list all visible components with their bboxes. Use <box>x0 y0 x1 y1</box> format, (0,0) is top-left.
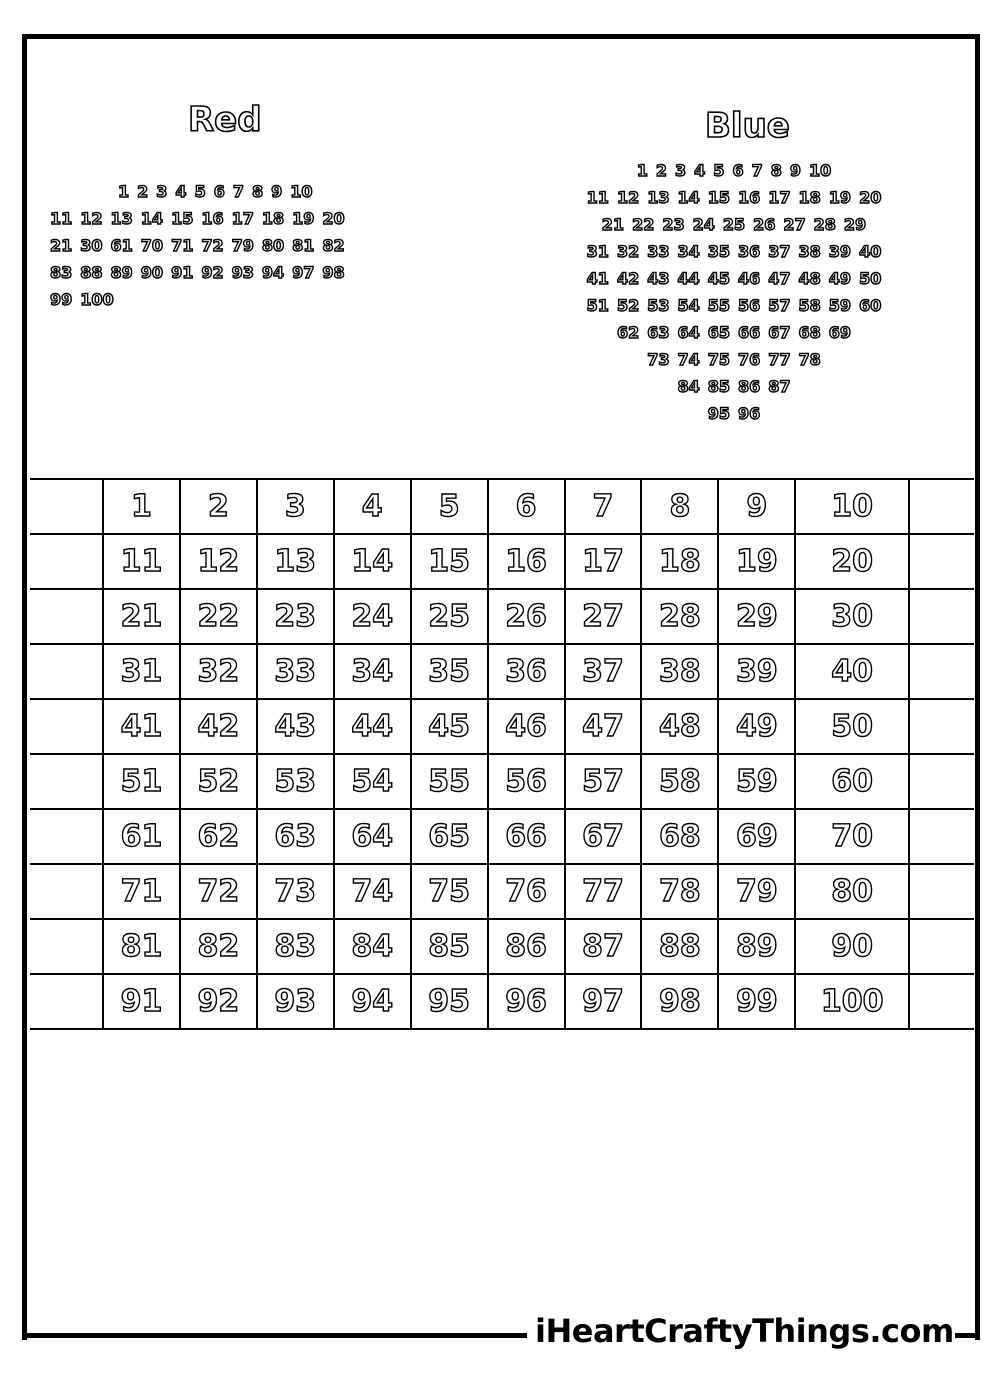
red-list-number: 91 <box>171 263 194 282</box>
grid-number-cell[interactable]: 71 <box>103 864 180 919</box>
blue-list-number: 87 <box>768 377 791 396</box>
grid-number-cell[interactable]: 38 <box>641 644 718 699</box>
red-list-number: 16 <box>201 209 224 228</box>
red-list-number: 9 <box>271 182 283 201</box>
blue-list-number: 24 <box>692 215 715 234</box>
red-list-row <box>50 286 353 313</box>
grid-row <box>30 534 974 589</box>
red-list-number: 1 <box>118 182 130 201</box>
red-list-number: 88 <box>80 263 103 282</box>
blue-list-row <box>558 292 918 319</box>
grid-number-cell[interactable]: 81 <box>103 919 180 974</box>
grid-number-cell[interactable]: 32 <box>180 644 257 699</box>
red-list-number: 70 <box>140 236 164 255</box>
red-list-number: 6 <box>213 182 225 201</box>
red-list-number: 93 <box>231 263 254 282</box>
grid-number-cell[interactable]: 35 <box>411 644 488 699</box>
grid-number-cell[interactable]: 39 <box>718 644 795 699</box>
blue-list-number: 35 <box>707 242 730 261</box>
frame-border-left <box>22 34 27 1340</box>
blue-list-number: 48 <box>798 269 821 288</box>
red-list-number: 12 <box>80 209 103 228</box>
blue-list-number: 15 <box>707 188 730 207</box>
blue-list-number: 52 <box>616 296 640 315</box>
grid-blank-cell[interactable] <box>30 919 103 974</box>
blue-list-number: 20 <box>859 188 882 207</box>
red-list-number: 5 <box>194 182 206 201</box>
blue-list-number: 32 <box>616 242 640 261</box>
blue-list-number: 74 <box>677 350 700 369</box>
grid-blank-cell[interactable] <box>909 699 974 754</box>
blue-list-number: 33 <box>647 242 670 261</box>
grid-number-cell[interactable]: 6 <box>488 479 565 534</box>
grid-number-cell[interactable]: 77 <box>565 864 642 919</box>
grid-number-cell[interactable]: 30 <box>795 589 909 644</box>
grid-number-cell[interactable]: 17 <box>565 534 642 589</box>
grid-blank-cell[interactable] <box>30 699 103 754</box>
grid-number-cell[interactable]: 19 <box>718 534 795 589</box>
blue-list-number: 62 <box>616 323 640 342</box>
grid-row <box>30 754 974 809</box>
grid-number-cell[interactable]: 57 <box>565 754 642 809</box>
blue-list-number: 34 <box>677 242 700 261</box>
red-key-title: Red <box>188 100 262 140</box>
blue-list-number: 69 <box>828 323 852 342</box>
red-list-row <box>50 205 353 232</box>
grid-number-cell[interactable]: 56 <box>488 754 565 809</box>
red-list-number: 30 <box>80 236 103 255</box>
blue-list-number: 65 <box>707 323 730 342</box>
grid-number-cell[interactable]: 96 <box>488 974 565 1029</box>
hundred-chart-grid <box>30 478 974 1030</box>
grid-number-cell[interactable]: 63 <box>257 809 334 864</box>
grid-number-cell[interactable]: 21 <box>103 589 180 644</box>
blue-list-number: 12 <box>616 188 640 207</box>
blue-list-number: 11 <box>586 188 609 207</box>
grid-number-cell[interactable]: 64 <box>334 809 411 864</box>
grid-number-cell[interactable]: 74 <box>334 864 411 919</box>
blue-list-number: 63 <box>647 323 670 342</box>
grid-number-cell[interactable]: 55 <box>411 754 488 809</box>
grid-blank-cell[interactable] <box>30 644 103 699</box>
grid-number-cell[interactable]: 68 <box>641 809 718 864</box>
grid-blank-cell[interactable] <box>30 754 103 809</box>
grid-number-cell[interactable]: 69 <box>718 809 795 864</box>
red-list-number: 81 <box>292 236 315 255</box>
grid-number-cell[interactable]: 65 <box>411 809 488 864</box>
red-list-number: 17 <box>231 209 254 228</box>
blue-list-number: 39 <box>828 242 852 261</box>
blue-list-number: 25 <box>722 215 746 234</box>
grid-number-cell[interactable]: 43 <box>257 699 334 754</box>
grid-number-cell[interactable]: 12 <box>180 534 257 589</box>
grid-row <box>30 589 974 644</box>
blue-list-number: 66 <box>738 323 761 342</box>
red-list-number: 15 <box>171 209 194 228</box>
red-list-number: 19 <box>292 209 315 228</box>
blue-list-number: 19 <box>828 188 852 207</box>
grid-number-cell[interactable]: 18 <box>641 534 718 589</box>
blue-key-title: Blue <box>705 106 790 146</box>
blue-list-number: 43 <box>647 269 670 288</box>
blue-list-number: 84 <box>677 377 700 396</box>
grid-number-cell[interactable]: 99 <box>718 974 795 1029</box>
blue-list-number: 42 <box>616 269 640 288</box>
grid-number-cell[interactable]: 52 <box>180 754 257 809</box>
grid-number-cell[interactable]: 36 <box>488 644 565 699</box>
grid-number-cell[interactable]: 3 <box>257 479 334 534</box>
blue-list-number: 36 <box>738 242 761 261</box>
grid-number-cell[interactable]: 78 <box>641 864 718 919</box>
grid-number-cell[interactable]: 76 <box>488 864 565 919</box>
blue-list-row <box>558 373 918 400</box>
red-list-number: 72 <box>201 236 224 255</box>
blue-list-number: 56 <box>738 296 761 315</box>
grid-number-cell[interactable]: 42 <box>180 699 257 754</box>
blue-list-number: 37 <box>768 242 791 261</box>
grid-number-cell[interactable]: 72 <box>180 864 257 919</box>
blue-list-number: 41 <box>586 269 609 288</box>
grid-blank-cell[interactable] <box>909 534 974 589</box>
red-list-number: 14 <box>140 209 164 228</box>
grid-number-cell[interactable]: 48 <box>641 699 718 754</box>
grid-number-cell[interactable]: 70 <box>795 809 909 864</box>
blue-list-number: 8 <box>770 161 782 180</box>
red-list-row <box>50 259 353 286</box>
grid-blank-cell[interactable] <box>30 479 103 534</box>
grid-number-cell[interactable]: 100 <box>795 974 909 1029</box>
red-list-number: 18 <box>261 209 285 228</box>
site-watermark: iHeartCraftyThings.com <box>535 1312 954 1350</box>
blue-list-number: 64 <box>677 323 700 342</box>
blue-list-row <box>558 346 918 373</box>
red-list-number: 61 <box>110 236 133 255</box>
grid-number-cell[interactable]: 33 <box>257 644 334 699</box>
grid-number-cell[interactable]: 59 <box>718 754 795 809</box>
blue-list-number: 9 <box>789 161 801 180</box>
red-list-number: 8 <box>251 182 264 201</box>
red-number-list <box>50 178 353 313</box>
grid-number-cell[interactable]: 58 <box>641 754 718 809</box>
grid-row <box>30 699 974 754</box>
blue-list-number: 54 <box>677 296 700 315</box>
blue-list-number: 55 <box>707 296 730 315</box>
grid-number-cell[interactable]: 44 <box>334 699 411 754</box>
red-list-number: 21 <box>50 236 73 255</box>
grid-blank-cell[interactable] <box>30 864 103 919</box>
grid-row <box>30 809 974 864</box>
grid-number-cell[interactable]: 88 <box>641 919 718 974</box>
grid-number-cell[interactable]: 23 <box>257 589 334 644</box>
grid-number-cell[interactable]: 11 <box>103 534 180 589</box>
red-list-number: 82 <box>322 236 345 255</box>
blue-list-number: 18 <box>798 188 821 207</box>
red-list-number: 71 <box>171 236 194 255</box>
grid-number-cell[interactable]: 7 <box>565 479 642 534</box>
blue-list-number: 57 <box>768 296 791 315</box>
grid-number-cell[interactable]: 22 <box>180 589 257 644</box>
blue-list-number: 7 <box>751 161 763 180</box>
red-list-number: 79 <box>231 236 254 255</box>
red-list-number: 99 <box>50 290 73 309</box>
grid-number-cell[interactable]: 16 <box>488 534 565 589</box>
grid-number-cell[interactable]: 1 <box>103 479 180 534</box>
blue-list-number: 2 <box>655 161 668 180</box>
grid-number-cell[interactable]: 45 <box>411 699 488 754</box>
blue-list-number: 67 <box>768 323 791 342</box>
grid-blank-cell[interactable] <box>30 534 103 589</box>
blue-list-number: 85 <box>707 377 730 396</box>
red-list-number: 90 <box>140 263 164 282</box>
grid-number-cell[interactable]: 40 <box>795 644 909 699</box>
blue-list-number: 51 <box>586 296 609 315</box>
blue-list-number: 44 <box>677 269 700 288</box>
grid-blank-cell[interactable] <box>909 974 974 1029</box>
red-list-number: 7 <box>232 182 244 201</box>
blue-list-number: 60 <box>859 296 882 315</box>
grid-blank-cell[interactable] <box>30 974 103 1029</box>
grid-number-cell[interactable]: 94 <box>334 974 411 1029</box>
red-list-number: 20 <box>322 209 345 228</box>
grid-number-cell[interactable]: 62 <box>180 809 257 864</box>
red-list-number: 89 <box>110 263 133 282</box>
grid-number-cell[interactable]: 50 <box>795 699 909 754</box>
blue-list-number: 77 <box>768 350 791 369</box>
red-list-number: 92 <box>201 263 224 282</box>
blue-list-number: 3 <box>675 161 687 180</box>
frame-border-bottom-right <box>955 1333 980 1338</box>
blue-list-number: 6 <box>732 161 744 180</box>
red-list-number: 94 <box>261 263 285 282</box>
frame-border-right <box>975 34 980 1340</box>
grid-number-cell[interactable]: 90 <box>795 919 909 974</box>
grid-blank-cell[interactable] <box>909 864 974 919</box>
grid-number-cell[interactable]: 20 <box>795 534 909 589</box>
grid-number-cell[interactable]: 13 <box>257 534 334 589</box>
blue-list-number: 75 <box>707 350 730 369</box>
grid-number-cell[interactable]: 92 <box>180 974 257 1029</box>
blue-list-number: 14 <box>677 188 700 207</box>
grid-number-cell[interactable]: 82 <box>180 919 257 974</box>
red-list-number: 100 <box>80 290 114 309</box>
blue-list-number: 47 <box>768 269 791 288</box>
blue-list-number: 5 <box>713 161 725 180</box>
blue-list-row <box>558 265 918 292</box>
grid-number-cell[interactable]: 14 <box>334 534 411 589</box>
grid-number-cell[interactable]: 24 <box>334 589 411 644</box>
grid-number-cell[interactable]: 67 <box>565 809 642 864</box>
grid-blank-cell[interactable] <box>909 754 974 809</box>
grid-number-cell[interactable]: 47 <box>565 699 642 754</box>
grid-number-cell[interactable]: 75 <box>411 864 488 919</box>
frame-border-top <box>22 34 980 39</box>
red-list-number: 80 <box>261 236 285 255</box>
grid-blank-cell[interactable] <box>909 479 974 534</box>
blue-list-number: 50 <box>859 269 882 288</box>
blue-list-number: 78 <box>798 350 821 369</box>
red-list-row <box>50 232 353 259</box>
blue-list-number: 76 <box>738 350 761 369</box>
grid-number-cell[interactable]: 2 <box>180 479 257 534</box>
blue-list-number: 27 <box>783 215 806 234</box>
red-list-number: 2 <box>137 182 149 201</box>
grid-blank-cell[interactable] <box>909 919 974 974</box>
grid-blank-cell[interactable] <box>30 809 103 864</box>
blue-list-row <box>558 184 918 211</box>
grid-blank-cell[interactable] <box>909 589 974 644</box>
red-list-number: 11 <box>50 209 73 228</box>
blue-list-number: 17 <box>768 188 791 207</box>
blue-list-number: 13 <box>647 188 670 207</box>
grid-number-cell[interactable]: 26 <box>488 589 565 644</box>
red-list-number: 3 <box>156 182 168 201</box>
red-list-row <box>50 178 353 205</box>
grid-number-cell[interactable]: 98 <box>641 974 718 1029</box>
blue-list-number: 73 <box>647 350 670 369</box>
blue-list-number: 49 <box>828 269 852 288</box>
grid-number-cell[interactable]: 25 <box>411 589 488 644</box>
blue-list-number: 38 <box>798 242 821 261</box>
grid-blank-cell[interactable] <box>909 644 974 699</box>
grid-number-cell[interactable]: 91 <box>103 974 180 1029</box>
grid-number-cell[interactable]: 49 <box>718 699 795 754</box>
grid-number-cell[interactable]: 97 <box>565 974 642 1029</box>
blue-list-row <box>558 238 918 265</box>
grid-number-cell[interactable]: 93 <box>257 974 334 1029</box>
grid-row <box>30 864 974 919</box>
blue-list-number: 46 <box>738 269 761 288</box>
blue-list-number: 68 <box>798 323 821 342</box>
grid-number-cell[interactable]: 73 <box>257 864 334 919</box>
grid-row <box>30 479 974 534</box>
grid-number-cell[interactable]: 28 <box>641 589 718 644</box>
blue-list-number: 4 <box>694 161 706 180</box>
blue-list-number: 45 <box>707 269 730 288</box>
blue-list-number: 22 <box>632 215 655 234</box>
blue-list-number: 26 <box>753 215 776 234</box>
blue-list-number: 16 <box>738 188 761 207</box>
grid-number-cell[interactable]: 4 <box>334 479 411 534</box>
grid-number-cell[interactable]: 86 <box>488 919 565 974</box>
grid-row <box>30 644 974 699</box>
grid-number-cell[interactable]: 8 <box>641 479 718 534</box>
grid-number-cell[interactable]: 89 <box>718 919 795 974</box>
grid-number-cell[interactable]: 61 <box>103 809 180 864</box>
blue-list-number: 21 <box>601 215 625 234</box>
blue-list-number: 40 <box>859 242 882 261</box>
red-list-number: 13 <box>110 209 133 228</box>
grid-row <box>30 974 974 1029</box>
blue-list-number: 53 <box>647 296 670 315</box>
blue-list-number: 58 <box>798 296 821 315</box>
blue-list-number: 28 <box>813 215 836 234</box>
grid-number-cell[interactable]: 60 <box>795 754 909 809</box>
grid-number-cell[interactable]: 37 <box>565 644 642 699</box>
blue-list-number: 29 <box>843 215 867 234</box>
grid-number-cell[interactable]: 87 <box>565 919 642 974</box>
red-list-number: 98 <box>322 263 345 282</box>
grid-number-cell[interactable]: 84 <box>334 919 411 974</box>
grid-number-cell[interactable]: 31 <box>103 644 180 699</box>
grid-number-cell[interactable]: 5 <box>411 479 488 534</box>
blue-list-number: 59 <box>828 296 852 315</box>
grid-number-cell[interactable]: 10 <box>795 479 909 534</box>
blue-list-row <box>558 157 918 184</box>
grid-number-cell[interactable]: 27 <box>565 589 642 644</box>
grid-number-cell[interactable]: 66 <box>488 809 565 864</box>
grid-number-cell[interactable]: 80 <box>795 864 909 919</box>
blue-number-list <box>558 157 918 427</box>
blue-list-row <box>558 319 918 346</box>
blue-list-number: 1 <box>636 161 648 180</box>
grid-number-cell[interactable]: 83 <box>257 919 334 974</box>
grid-number-cell[interactable]: 79 <box>718 864 795 919</box>
grid-number-cell[interactable]: 9 <box>718 479 795 534</box>
blue-list-number: 96 <box>738 404 761 423</box>
blue-list-number: 31 <box>586 242 609 261</box>
blue-list-number: 86 <box>738 377 761 396</box>
grid-blank-cell[interactable] <box>30 589 103 644</box>
grid-number-cell[interactable]: 51 <box>103 754 180 809</box>
grid-blank-cell[interactable] <box>909 809 974 864</box>
red-list-number: 4 <box>175 182 187 201</box>
blue-list-number: 10 <box>809 161 832 180</box>
grid-row <box>30 919 974 974</box>
grid-number-cell[interactable]: 54 <box>334 754 411 809</box>
grid-number-cell[interactable]: 46 <box>488 699 565 754</box>
blue-list-row <box>558 211 918 238</box>
grid-number-cell[interactable]: 41 <box>103 699 180 754</box>
grid-number-cell[interactable]: 34 <box>334 644 411 699</box>
blue-list-number: 95 <box>707 404 730 423</box>
grid-number-cell[interactable]: 15 <box>411 534 488 589</box>
grid-number-cell[interactable]: 53 <box>257 754 334 809</box>
grid-number-cell[interactable]: 95 <box>411 974 488 1029</box>
red-list-number: 10 <box>290 182 313 201</box>
red-list-number: 83 <box>50 263 73 282</box>
frame-border-bottom-left <box>22 1333 527 1338</box>
red-list-number: 97 <box>292 263 315 282</box>
blue-list-number: 23 <box>662 215 685 234</box>
grid-number-cell[interactable]: 85 <box>411 919 488 974</box>
blue-list-row <box>558 400 918 427</box>
grid-number-cell[interactable]: 29 <box>718 589 795 644</box>
